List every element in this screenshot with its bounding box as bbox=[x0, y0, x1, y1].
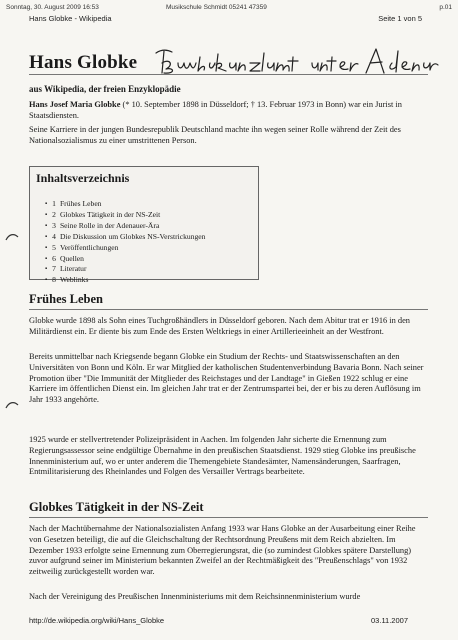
toc-list bbox=[45, 199, 205, 286]
intro-text: (* 10. September 1898 in Düsseldorf; † 13. Februar 1973 in Bonn) war ein Jurist in Staatsdiensten. bbox=[29, 100, 402, 120]
toc-item[interactable]: ▪ 4 Die Diskussion um Globkes NS-Verstrickungen bbox=[45, 232, 205, 243]
section-divider bbox=[29, 517, 428, 518]
toc-item[interactable]: ▪ 1 Frühes Leben bbox=[45, 199, 205, 210]
margin-mark bbox=[4, 400, 20, 410]
toc-item[interactable]: ▪ 7 Literatur bbox=[45, 264, 205, 275]
intro-paragraph-2: Seine Karriere in der jungen Bundesrepublik Deutschland machte ihn wegen seiner Rolle während der Zeit des Nationalsozialismus zu einer umstrittenen Person. bbox=[29, 125, 401, 145]
fax-sender: Musikschule Schmidt 05241 47359 bbox=[166, 4, 267, 11]
page-subtitle: aus Wikipedia, der freien Enzyklopädie bbox=[29, 84, 181, 94]
early-life-paragraph-2: Bereits unmittelbar nach Kriegsende begann Globke ein Studium der Rechts- und Staatswissenschaften an den Universitäten von Bonn und Köln. Er war Mitglied der katholischen Studentenverbindung Bavaria Bonn. Nach seiner Promotion über "Die Immunität der Mitglieder des Reichstages und der Landtage" in Gießen 1922 schlug er eine Karriere im öffentlichen Dienst ein. Im gleichen Jahr trat er der Zentrumspartei bei, der er bis zu deren Auflösung im Jahr 1933 angehörte. bbox=[29, 352, 424, 405]
page-url[interactable]: http://de.wikipedia.org/wiki/Hans_Globke bbox=[29, 616, 165, 625]
toc-item[interactable]: ▪ 8 Weblinks bbox=[45, 275, 205, 286]
toc-heading: Inhaltsverzeichnis bbox=[36, 171, 130, 185]
intro-paragraph-1 bbox=[29, 100, 424, 122]
early-life-paragraph-1: Globke wurde 1898 als Sohn eines Tuchgroßhändlers in Düsseldorf geboren. Nach dem Abitur trat er 1916 in den Militärdienst ein. Er diente bis zum Ende des Ersten Weltkriegs in einer Artillerieeinheit an der Westfront. bbox=[29, 316, 410, 336]
section-heading-early-life: Frühes Leben bbox=[29, 292, 103, 306]
fax-timestamp: Sonntag, 30. August 2009 16:53 bbox=[6, 4, 99, 11]
handwritten-note bbox=[152, 43, 442, 83]
print-header bbox=[29, 14, 422, 23]
print-header-page: Seite 1 von 5 bbox=[378, 14, 422, 23]
fax-page: p.01 bbox=[439, 4, 452, 11]
toc-item[interactable]: ▪ 6 Quellen bbox=[45, 254, 205, 265]
print-header-title: Hans Globke - Wikipedia bbox=[29, 14, 112, 23]
person-name: Hans Josef Maria Globke bbox=[29, 100, 121, 109]
ns-era-paragraph-2: Nach der Vereinigung des Preußischen Innenministeriums mit dem Reichsinnenministerium wurde bbox=[29, 592, 361, 601]
toc-item[interactable]: ▪ 3 Seine Rolle in der Adenauer-Ära bbox=[45, 221, 205, 232]
table-of-contents bbox=[29, 166, 259, 285]
ns-era-paragraph-1: Nach der Machtübernahme der Nationalsozialisten Anfang 1933 war Hans Globke an der Ausarbeitung einer Reihe von Gesetzen beteiligt, die auf die Gleichschaltung der Rechtsordnung Preußens mit dem Reich abzielten. Im Dezember 1933 erfolgte seine Ernennung zum Oberregierungsrat, die (so zumindest Globkes spätere Darstellung) zuvor aufgrund seiner im Ministerium bekannten Zweifel an der Rechtmäßigkeit des "Preußenschlags" von 1932 zeitweilig zurückgestellt worden war. bbox=[29, 524, 416, 577]
title-divider bbox=[29, 74, 428, 75]
print-footer bbox=[29, 616, 408, 625]
toc-item[interactable]: ▪ 5 Veröffentlichungen bbox=[45, 243, 205, 254]
section-divider bbox=[29, 309, 428, 310]
early-life-paragraph-3: 1925 wurde er stellvertretender Polizeipräsident in Aachen. Im folgenden Jahr sicherte die Ernennung zum Regierungsassessor seine endgültige Übernahme in den preußischen Staatsdienst. 1929 stieg Globke ins preußische Innenministerium auf, wo er unter anderem die Themengebiete Standesämter, Namensänderungen, Saarfragen, Entmilitarisierung des Rheinlandes und Folgen des Versailler Vertrags bearbeitete. bbox=[29, 435, 416, 477]
print-date: 03.11.2007 bbox=[371, 616, 408, 625]
fax-header bbox=[6, 4, 452, 14]
page-title: Hans Globke bbox=[29, 52, 138, 73]
toc-item[interactable]: ▪ 2 Globkes Tätigkeit in der NS-Zeit bbox=[45, 210, 205, 221]
margin-mark bbox=[4, 232, 20, 242]
section-heading-ns-era: Globkes Tätigkeit in der NS-Zeit bbox=[29, 500, 204, 514]
